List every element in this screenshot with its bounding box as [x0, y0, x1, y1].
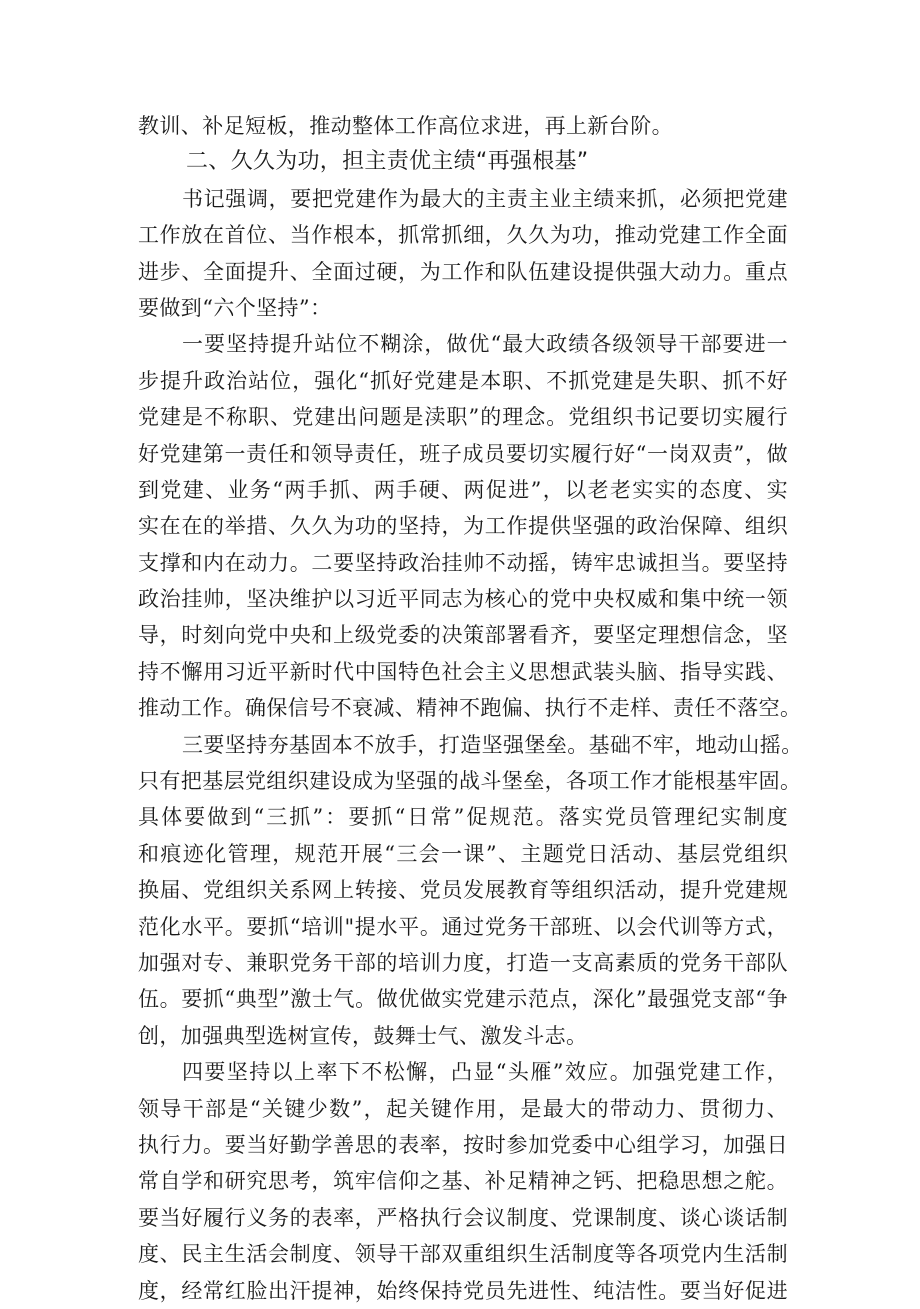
paragraph-line: 到党建、业务“两手抓、两手硬、两促进”，以老老实实的态度、实 — [138, 477, 788, 502]
paragraph-line: 好党建第一责任和领导责任，班子成员要切实履行好“一岗双责”，做 — [138, 441, 788, 466]
paragraph-line: 四要坚持以上率下不松懈，凸显“头雁”效应。加强党建工作， — [182, 1060, 788, 1085]
paragraph-line: 和痕迹化管理，规范开展“三会一课”、主题党日活动、基层党组织 — [138, 841, 788, 866]
paragraph-line: 进步、全面提升、全面过硬，为工作和队伍建设提供强大动力。重点 — [138, 259, 788, 284]
paragraph-line: 领导干部是“关键少数”，起关键作用，是最大的带动力、贯彻力、 — [138, 1096, 788, 1121]
paragraph-line: 加强对专、兼职党务干部的培训力度，打造一支高素质的党务干部队 — [138, 950, 788, 975]
paragraph-line: 书记强调，要把党建作为最大的主责主业主绩来抓，必须把党建 — [182, 186, 788, 211]
paragraph-line: 度，经常红脸出汗提神，始终保持党员先进性、纯洁性。要当好促进 — [138, 1278, 788, 1303]
paragraph-line: 一要坚持提升站位不糊涂，做优“最大政绩各级领导干部要进一 — [182, 332, 788, 357]
paragraph-line: 党建是不称职、党建出问题是渎职”的理念。党组织书记要切实履行 — [138, 405, 788, 430]
paragraph-line: 导，时刻向党中央和上级党委的决策部署看齐，要坚定理想信念，坚 — [138, 623, 788, 648]
paragraph-line: 工作放在首位、当作根本，抓常抓细，久久为功，推动党建工作全面 — [138, 223, 788, 248]
paragraph-line: 范化水平。要抓“培训"提水平。通过党务干部班、以会代训等方式， — [138, 914, 788, 939]
paragraph-line: 度、民主生活会制度、领导干部双重组织生活制度等各项党内生活制 — [138, 1242, 788, 1267]
paragraph-line: 常自学和研究思考，筑牢信仰之基、补足精神之钙、把稳思想之舵。 — [138, 1169, 788, 1194]
paragraph-line: 推动工作。确保信号不衰减、精神不跑偏、执行不走样、责任不落空。 — [138, 696, 802, 721]
section-heading: 二、久久为功，担主责优主绩“再强根基” — [186, 149, 589, 175]
paragraph-line: 三要坚持夯基固本不放手，打造坚强堡垒。基础不牢，地动山摇。 — [182, 732, 803, 757]
paragraph-line: 伍。要抓“典型”激士气。做优做实党建示范点，深化”最强党支部“争 — [138, 987, 788, 1012]
paragraph-line: 换届、党组织关系网上转接、党员发展教育等组织活动，提升党建规 — [138, 878, 788, 903]
paragraph-line: 具体要做到“三抓”：要抓“日常”促规范。落实党员管理纪实制度 — [138, 805, 788, 830]
document-body — [138, 108, 803, 1309]
paragraph-line: 持不懈用习近平新时代中国特色社会主义思想武装头脑、指导实践、 — [138, 659, 788, 684]
paragraph-line: 执行力。要当好勤学善思的表率，按时参加党委中心组学习，加强日 — [138, 1132, 788, 1157]
paragraph-line: 实在在的举措、久久为功的坚持，为工作提供坚强的政治保障、组织 — [138, 514, 788, 539]
paragraph-line: 要做到“六个坚持”： — [138, 295, 332, 320]
paragraph-line: 只有把基层党组织建设成为坚强的战斗堡垒，各项工作才能根基牢固。 — [138, 769, 802, 794]
paragraph-line: 创，加强典型选树宣传，鼓舞士气、激发斗志。 — [138, 1023, 588, 1048]
paragraph-line: 支撑和内在动力。二要坚持政治挂帅不动摇，铸牢忠诚担当。要坚持 — [138, 550, 788, 575]
paragraph-line: 要当好履行义务的表率，严格执行会议制度、党课制度、谈心谈话制 — [138, 1205, 788, 1230]
paragraph-line: 政治挂帅，坚决维护以习近平同志为核心的党中央权威和集中统一领 — [138, 587, 788, 612]
paragraph-line: 步提升政治站位，强化“抓好党建是本职、不抓党建是失职、抓不好 — [138, 368, 788, 393]
paragraph-line: 教训、补足短板，推动整体工作高位求进，再上新台阶。 — [138, 114, 673, 138]
